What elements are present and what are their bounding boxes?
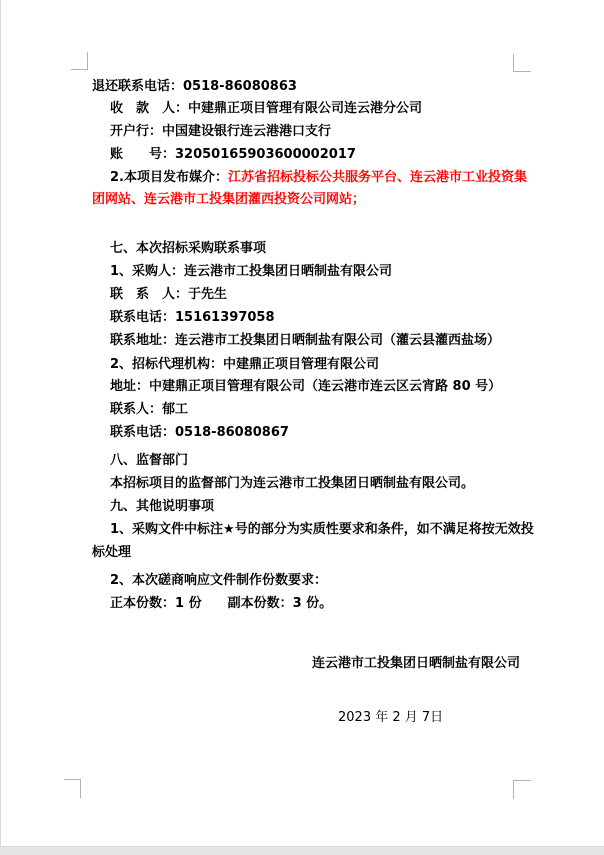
document-line xyxy=(110,101,422,116)
document-line xyxy=(110,241,266,256)
text-run: 联 系 人：于先生 xyxy=(110,287,228,302)
text-run: 联系电话：15161397058 xyxy=(110,310,275,325)
document-line xyxy=(92,192,365,207)
document-line xyxy=(110,379,501,394)
document-line xyxy=(110,425,289,440)
highlighted-text-run: 江苏省招标投标公共服务平台、连云港市工业投资集 xyxy=(227,170,527,185)
document-line xyxy=(110,499,214,514)
text-boundary-mark-top-right xyxy=(513,54,531,72)
document-line xyxy=(110,124,331,139)
text-run: 2、本次磋商响应文件制作份数要求： xyxy=(110,573,328,588)
text-boundary-mark-top-left xyxy=(71,52,88,70)
highlighted-text-run: 团网站、连云港市工投集团灌西投资公司网站； xyxy=(92,192,366,207)
text-run: 八、监督部门 xyxy=(110,453,189,468)
text-run: 1、采购人：连云港市工投集团日晒制盐有限公司 xyxy=(110,264,393,279)
text-run: 本招标项目的监督部门为连云港市工投集团日晒制盐有限公司。 xyxy=(110,476,475,491)
document-line xyxy=(110,264,392,279)
document-line xyxy=(312,656,520,671)
document-line xyxy=(110,453,188,468)
text-run: 标处理 xyxy=(92,545,132,560)
document-line xyxy=(110,147,356,162)
text-run: 2.本项目发布媒介： xyxy=(110,170,228,185)
text-boundary-mark-bottom-right xyxy=(513,780,531,799)
document-line xyxy=(110,596,332,611)
document-line xyxy=(110,476,474,491)
text-boundary-mark-bottom-left xyxy=(64,779,81,798)
text-run: 联系电话：0518-86080867 xyxy=(110,425,289,440)
text-run: 2、招标代理机构：中建鼎正项目管理有限公司 xyxy=(110,357,380,372)
document-line xyxy=(92,545,131,560)
text-run: 连云港市工投集团日晒制盐有限公司 xyxy=(312,656,521,671)
text-run: 七、本次招标采购联系事项 xyxy=(110,241,267,256)
document-line xyxy=(110,357,379,372)
text-run: 九、其他说明事项 xyxy=(110,499,215,514)
text-run: 1、采购文件中标注★号的部分为实质性要求和条件，如不满足将按无效投 xyxy=(110,522,534,537)
document-line xyxy=(110,402,188,417)
text-run: 联系人：郁工 xyxy=(110,402,189,417)
text-run: 正本份数：1 份 副本份数：3 份。 xyxy=(110,596,333,611)
text-run: 开户行：中国建设银行连云港港口支行 xyxy=(110,124,332,139)
text-run: 联系地址：连云港市工投集团日晒制盐有限公司（灌云县灌西盐场） xyxy=(110,333,501,348)
text-run: 账 号：32050165903600002017 xyxy=(110,147,356,162)
document-line xyxy=(92,79,297,94)
page-bottom-gap xyxy=(0,846,604,855)
document-line xyxy=(110,170,527,185)
text-run: 退还联系电话：0518-86080863 xyxy=(92,79,297,94)
text-run: 收 款 人：中建鼎正项目管理有限公司连云港分公司 xyxy=(110,101,423,116)
text-run: 地址：中建鼎正项目管理有限公司（连云港市连云区云宵路 80 号） xyxy=(110,379,502,394)
document-line xyxy=(338,710,443,725)
page-edge-line xyxy=(0,0,1,855)
document-line xyxy=(110,310,275,325)
document-line xyxy=(110,522,534,537)
document-line xyxy=(110,333,500,348)
document-line xyxy=(110,573,327,588)
text-run: 2023 年 2 月 7日 xyxy=(338,710,444,725)
document-line xyxy=(110,287,227,302)
